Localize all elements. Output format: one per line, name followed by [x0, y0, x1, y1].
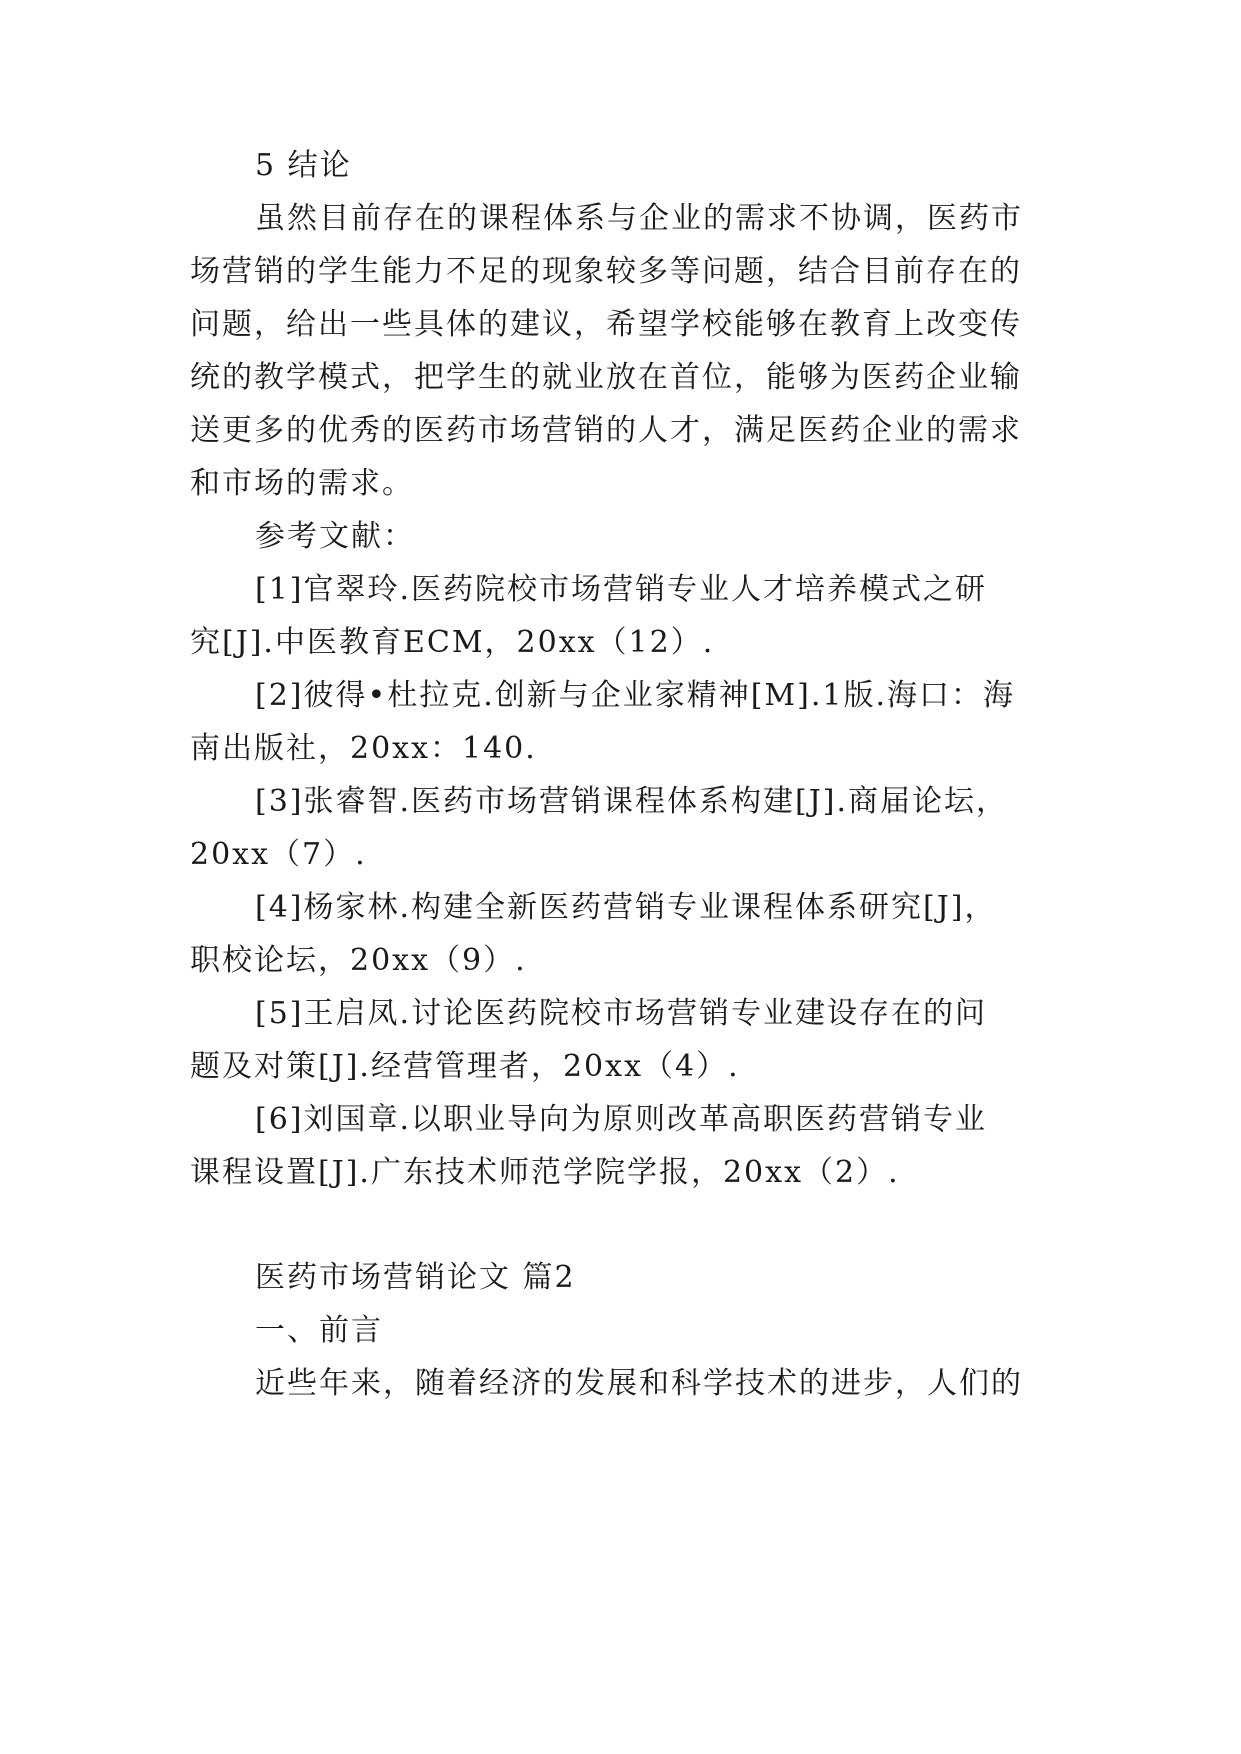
- reference-line: 职校论坛，20xx（9）.: [190, 943, 527, 978]
- article-paragraph-line: 近些年来，随着经济的发展和科学技术的进步，人们的: [255, 1366, 1023, 1401]
- reference-line: 南出版社，20xx：140.: [190, 731, 537, 766]
- conclusion-line: 和市场的需求。: [190, 466, 414, 501]
- conclusion-line: 送更多的优秀的医药市场营销的人才，满足医药企业的需求: [190, 413, 1022, 448]
- reference-line: [6]刘国章.以职业导向为原则改革高职医药营销专业: [255, 1102, 988, 1137]
- reference-line: 究[J].中医教育ECM，20xx（12）.: [190, 625, 715, 660]
- reference-line: [2]彼得•杜拉克.创新与企业家精神[M].1版.海口：海: [255, 678, 1016, 713]
- references-heading: 参考文献：: [255, 519, 415, 554]
- reference-line: [1]官翠玲.医药院校市场营销专业人才培养模式之研: [255, 572, 988, 607]
- reference-line: [5]王启凤.讨论医药院校市场营销专业建设存在的问: [255, 996, 988, 1031]
- reference-line: [4]杨家林.构建全新医药营销专业课程体系研究[J]，: [255, 890, 997, 925]
- reference-line: 课程设置[J].广东技术师范学院学报，20xx（2）.: [190, 1155, 900, 1190]
- conclusion-line: 统的教学模式，把学生的就业放在首位，能够为医药企业输: [190, 360, 1022, 395]
- section-title: 5 结论: [255, 148, 352, 183]
- conclusion-line: 虽然目前存在的课程体系与企业的需求不协调，医药市: [255, 201, 1023, 236]
- article-title: 医药市场营销论文 篇2: [255, 1260, 576, 1295]
- conclusion-line: 场营销的学生能力不足的现象较多等问题，结合目前存在的: [190, 254, 1022, 289]
- article-section-heading: 一、前言: [255, 1313, 383, 1348]
- reference-line: 题及对策[J].经营管理者，20xx（4）.: [190, 1049, 740, 1084]
- conclusion-line: 问题，给出一些具体的建议，希望学校能够在教育上改变传: [190, 307, 1022, 342]
- reference-line: [3]张睿智.医药市场营销课程体系构建[J].商届论坛，: [255, 784, 1009, 819]
- reference-line: 20xx（7）.: [190, 837, 367, 872]
